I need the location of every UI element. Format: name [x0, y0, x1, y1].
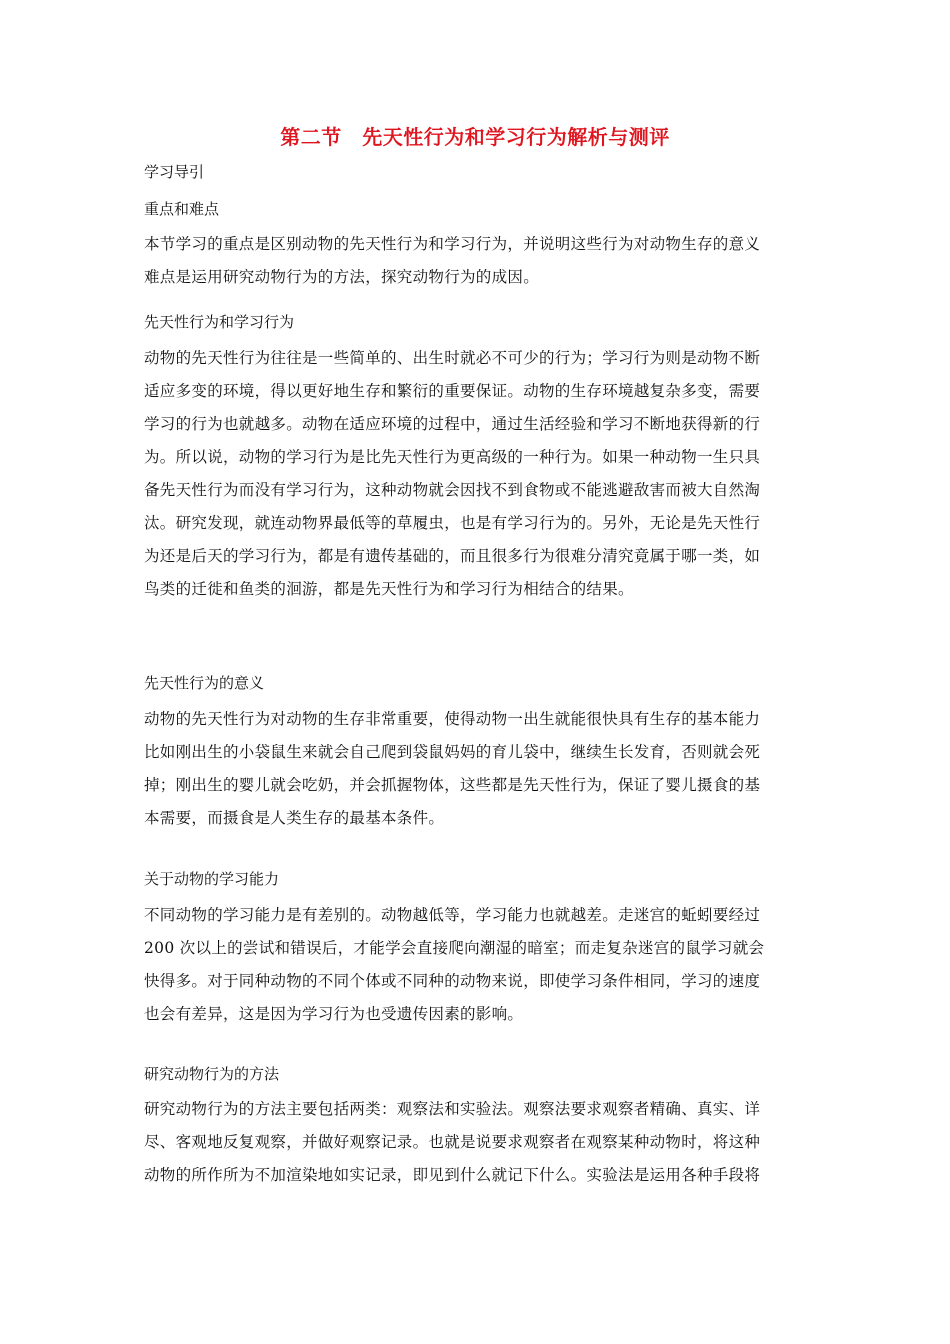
- page-title: 第二节 先天性行为和学习行为解析与测评: [280, 125, 670, 149]
- paragraph-key-points: [144, 228, 814, 294]
- heading-innate-and-learned: 先天性行为和学习行为: [144, 313, 295, 331]
- paragraph-learning-ability: [144, 899, 814, 1031]
- text-line: 也会有差异，这是因为学习行为也受遗传因素的影响。: [144, 1005, 524, 1023]
- text-line: 鸟类的迁徙和鱼类的洄游，都是先天性行为和学习行为相结合的结果。: [144, 580, 634, 598]
- text-line: 适应多变的环境，得以更好地生存和繁衍的重要保证。动物的生存环境越复杂多变，需要: [144, 382, 761, 400]
- heading-research-methods: 研究动物行为的方法: [144, 1065, 280, 1083]
- text-line: 掉；刚出生的婴儿就会吃奶，并会抓握物体，这些都是先天性行为，保证了婴儿摄食的基: [144, 776, 761, 794]
- text-line: 学习的行为也就越多。动物在适应环境的过程中，通过生活经验和学习不断地获得新的行: [144, 415, 761, 433]
- text-line: 不同动物的学习能力是有差别的。动物越低等，学习能力也就越差。走迷宫的蚯蚓要经过: [144, 906, 761, 924]
- text-line: 200 次以上的尝试和错误后，才能学会直接爬向潮湿的暗室；而走复杂迷宫的鼠学习就会: [144, 939, 765, 957]
- text-line: 本需要，而摄食是人类生存的最基本条件。: [144, 809, 445, 827]
- text-line: 比如刚出生的小袋鼠生来就会自己爬到袋鼠妈妈的育儿袋中，继续生长发育，否则就会死: [144, 743, 761, 761]
- text-line: 动物的先天性行为对动物的生存非常重要，使得动物一出生就能很快具有生存的基本能力: [144, 710, 761, 728]
- heading-learning-ability: 关于动物的学习能力: [144, 870, 280, 888]
- text-line: 本节学习的重点是区别动物的先天性行为和学习行为，并说明这些行为对动物生存的意义: [144, 235, 761, 253]
- paragraph-innate-and-learned: [144, 342, 814, 606]
- text-line: 动物的所作所为不加渲染地如实记录，即见到什么就记下什么。实验法是运用各种手段将: [144, 1166, 761, 1184]
- heading-innate-significance: 先天性行为的意义: [144, 674, 265, 692]
- text-line: 难点是运用研究动物行为的方法，探究动物行为的成因。: [144, 268, 540, 286]
- text-line: 汰。研究发现，就连动物界最低等的草履虫，也是有学习行为的。另外，无论是先天性行: [144, 514, 761, 532]
- text-line: 尽、客观地反复观察，并做好观察记录。也就是说要求观察者在观察某种动物时，将这种: [144, 1133, 761, 1151]
- heading-key-points: 重点和难点: [144, 200, 220, 218]
- text-line: 为。所以说，动物的学习行为是比先天性行为更高级的一种行为。如果一种动物一生只具: [144, 448, 761, 466]
- text-line: 为还是后天的学习行为，都是有遗传基础的，而且很多行为很难分清究竟属于哪一类，如: [144, 547, 761, 565]
- paragraph-innate-significance: [144, 703, 814, 835]
- text-line: 备先天性行为而没有学习行为，这种动物就会因找不到食物或不能逃避敌害而被大自然淘: [144, 481, 761, 499]
- heading-study-guide: 学习导引: [144, 163, 205, 181]
- text-line: 快得多。对于同种动物的不同个体或不同种的动物来说，即使学习条件相同，学习的速度: [144, 972, 761, 990]
- text-line: 研究动物行为的方法主要包括两类：观察法和实验法。观察法要求观察者精确、真实、详: [144, 1100, 761, 1118]
- text-line: 动物的先天性行为往往是一些简单的、出生时就必不可少的行为；学习行为则是动物不断: [144, 349, 761, 367]
- paragraph-research-methods: [144, 1093, 814, 1192]
